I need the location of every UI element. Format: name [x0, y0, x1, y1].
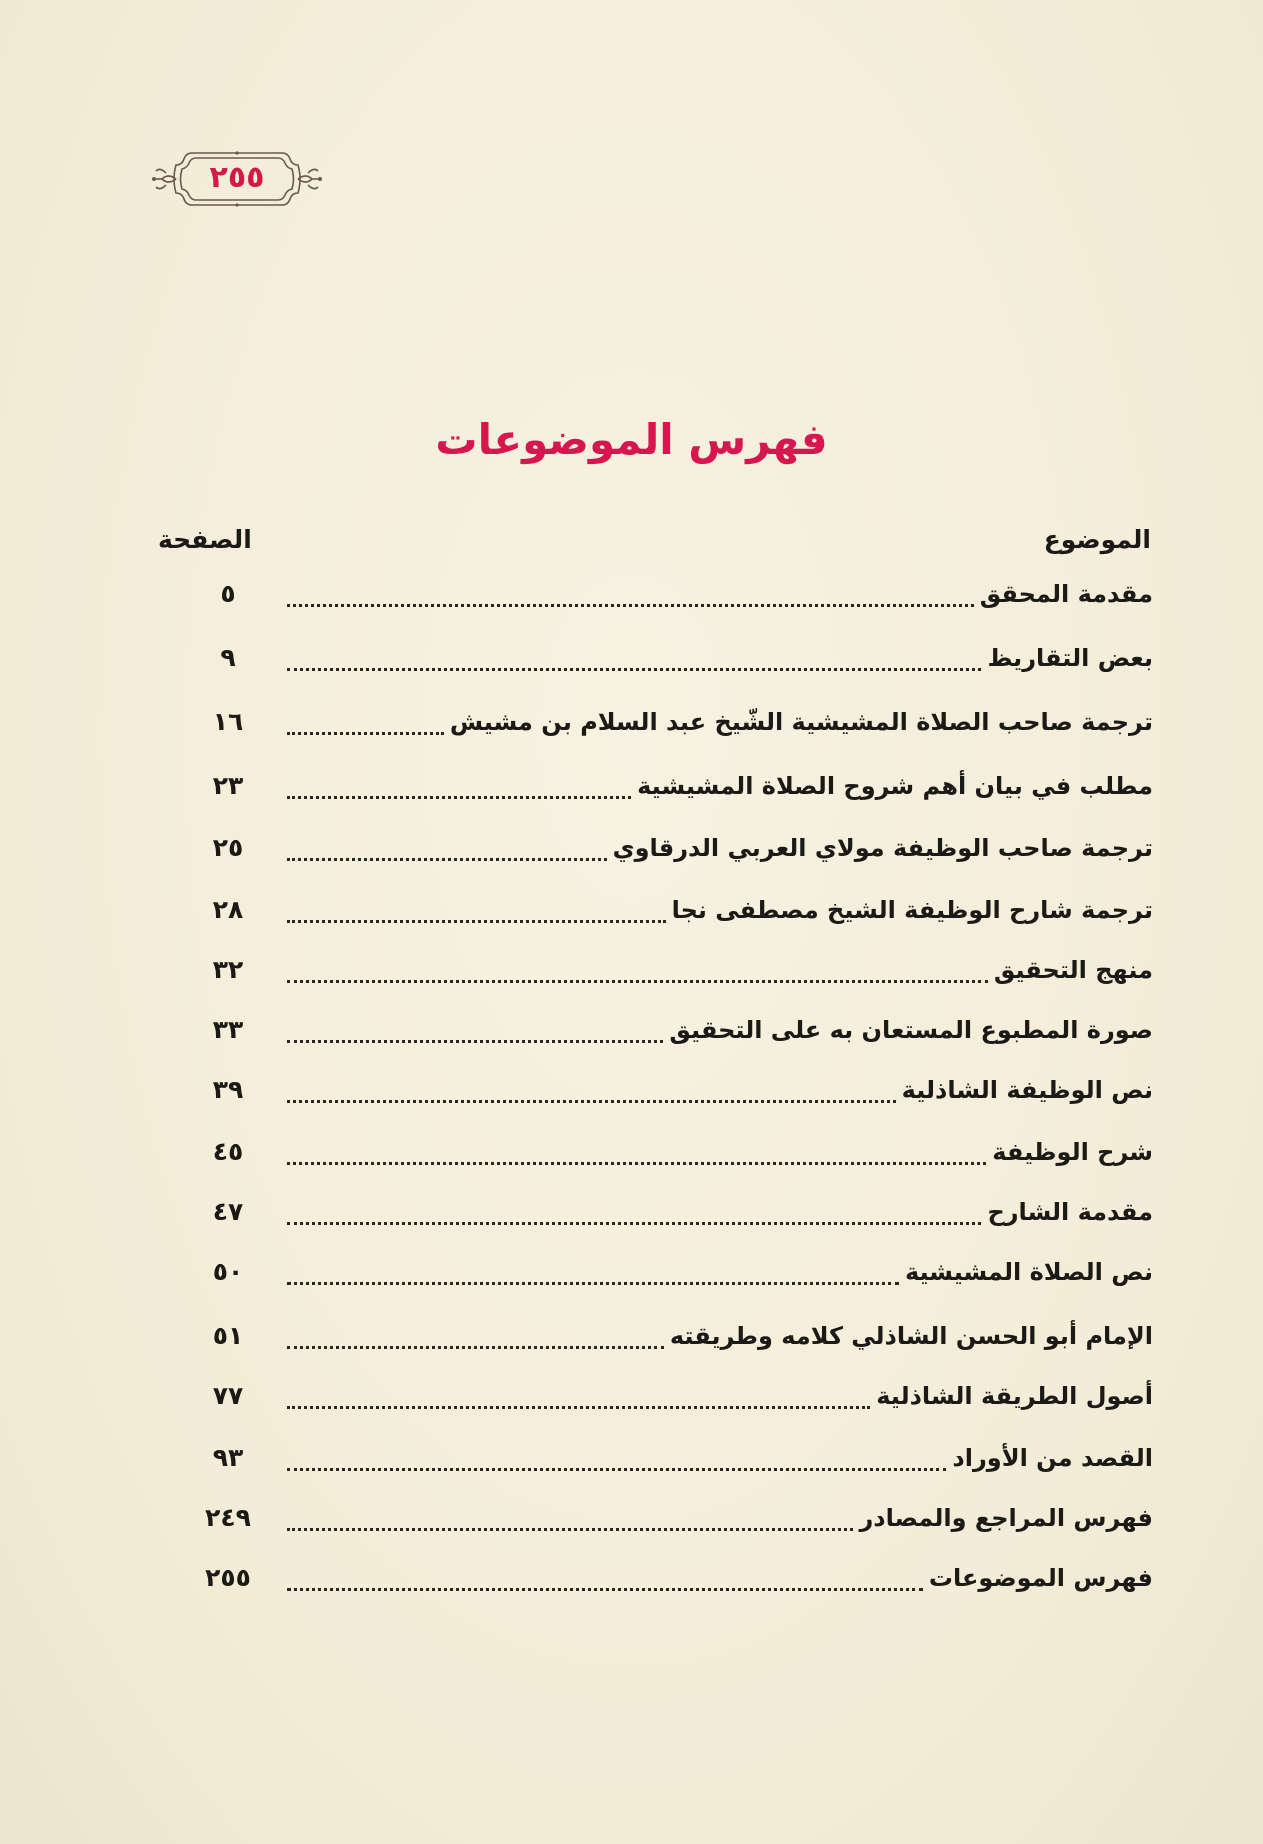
toc-entry: [185, 1436, 1153, 1478]
toc-entry-topic: نص الصلاة المشيشية: [904, 1258, 1153, 1286]
toc-entry: [185, 636, 1153, 678]
toc-entry-page: ١٦: [212, 707, 244, 736]
toc-entry-topic: مقدمة المحقق: [979, 580, 1153, 608]
dot-leader: [287, 1406, 870, 1409]
toc-entry-topic: فهرس المراجع والمصادر: [859, 1504, 1153, 1532]
dot-leader: [287, 1282, 899, 1285]
toc-entry-topic: ترجمة شارح الوظيفة الشيخ مصطفى نجا: [671, 896, 1153, 924]
toc-entry: [185, 1190, 1153, 1232]
toc-entry: [185, 1130, 1153, 1172]
toc-entry: [185, 572, 1153, 614]
toc-entry-topic: نص الوظيفة الشاذلية: [901, 1076, 1153, 1104]
toc-entry-topic: الإمام أبو الحسن الشاذلي كلامه وطريقته: [669, 1322, 1153, 1350]
dot-leader: [287, 732, 444, 735]
toc-entry: [185, 1068, 1153, 1110]
toc-entry-page: ٢٥: [212, 833, 244, 862]
dot-leader: [287, 1468, 946, 1471]
toc-entry-topic: منهج التحقيق: [993, 956, 1153, 984]
topic-column-header: الموضوع: [1043, 525, 1151, 554]
dot-leader: [287, 1588, 923, 1591]
toc-entry-page: ٥: [220, 579, 236, 608]
toc-entry: [185, 700, 1153, 742]
toc-entry-page: ٩٣: [212, 1443, 244, 1472]
dot-leader: [287, 920, 666, 923]
toc-entry-topic: فهرس الموضوعات: [928, 1564, 1153, 1592]
toc-entry: [185, 1008, 1153, 1050]
toc-entry-page: ٩: [220, 643, 236, 672]
toc-entry-page: ٢٣: [212, 771, 244, 800]
dot-leader: [287, 1528, 853, 1531]
toc-entry-page: ٣٩: [212, 1075, 244, 1104]
toc-entry-page: ٣٢: [212, 955, 244, 984]
dot-leader: [287, 604, 974, 607]
dot-leader: [287, 1346, 664, 1349]
dot-leader: [287, 1222, 981, 1225]
toc-entry-page: ٤٧: [212, 1197, 244, 1226]
toc-entry-topic: ترجمة صاحب الصلاة المشيشية الشّيخ عبد السلام بن مشيش: [449, 708, 1153, 736]
dot-leader: [287, 1162, 986, 1165]
toc-entry-page: ٢٥٥: [205, 1563, 251, 1592]
page-number: ٢٥٥: [209, 160, 265, 195]
toc-entry-topic: شرح الوظيفة: [992, 1138, 1153, 1166]
page-column-header: الصفحة: [158, 525, 252, 554]
toc-entry-topic: مطلب في بيان أهم شروح الصلاة المشيشية: [637, 772, 1153, 800]
page-title: فهرس الموضوعات: [435, 415, 828, 464]
toc-entry-page: ٤٥: [212, 1137, 244, 1166]
toc-entry: [185, 888, 1153, 930]
toc-entry: [185, 1374, 1153, 1416]
dot-leader: [287, 858, 607, 861]
dot-leader: [287, 668, 981, 671]
dot-leader: [287, 1100, 896, 1103]
toc-entry-page: ٢٤٩: [205, 1503, 251, 1532]
toc-entry-topic: أصول الطريقة الشاذلية: [876, 1382, 1153, 1410]
toc-entry-topic: صورة المطبوع المستعان به على التحقيق: [669, 1016, 1153, 1044]
toc-entry-topic: القصد من الأوراد: [952, 1444, 1153, 1472]
dot-leader: [287, 1040, 663, 1043]
toc-entry-page: ٢٨: [212, 895, 244, 924]
toc-entry: [185, 1314, 1153, 1356]
toc-entry-page: ٥١: [212, 1321, 244, 1350]
toc-entry-page: ٥٠: [212, 1257, 244, 1286]
toc-entry-page: ٣٣: [212, 1015, 244, 1044]
toc-entry-topic: مقدمة الشارح: [987, 1198, 1153, 1226]
toc-entry: [185, 764, 1153, 806]
dot-leader: [287, 796, 631, 799]
toc-entry: [185, 1496, 1153, 1538]
toc-entry-topic: بعض التقاريظ: [987, 644, 1153, 672]
toc-entry: [185, 948, 1153, 990]
toc-entry-topic: ترجمة صاحب الوظيفة مولاي العربي الدرقاوي: [612, 834, 1153, 862]
toc-entry: [185, 1250, 1153, 1292]
toc-entry: [185, 1556, 1153, 1598]
dot-leader: [287, 980, 988, 983]
toc-entry: [185, 826, 1153, 868]
toc-entry-page: ٧٧: [212, 1381, 244, 1410]
